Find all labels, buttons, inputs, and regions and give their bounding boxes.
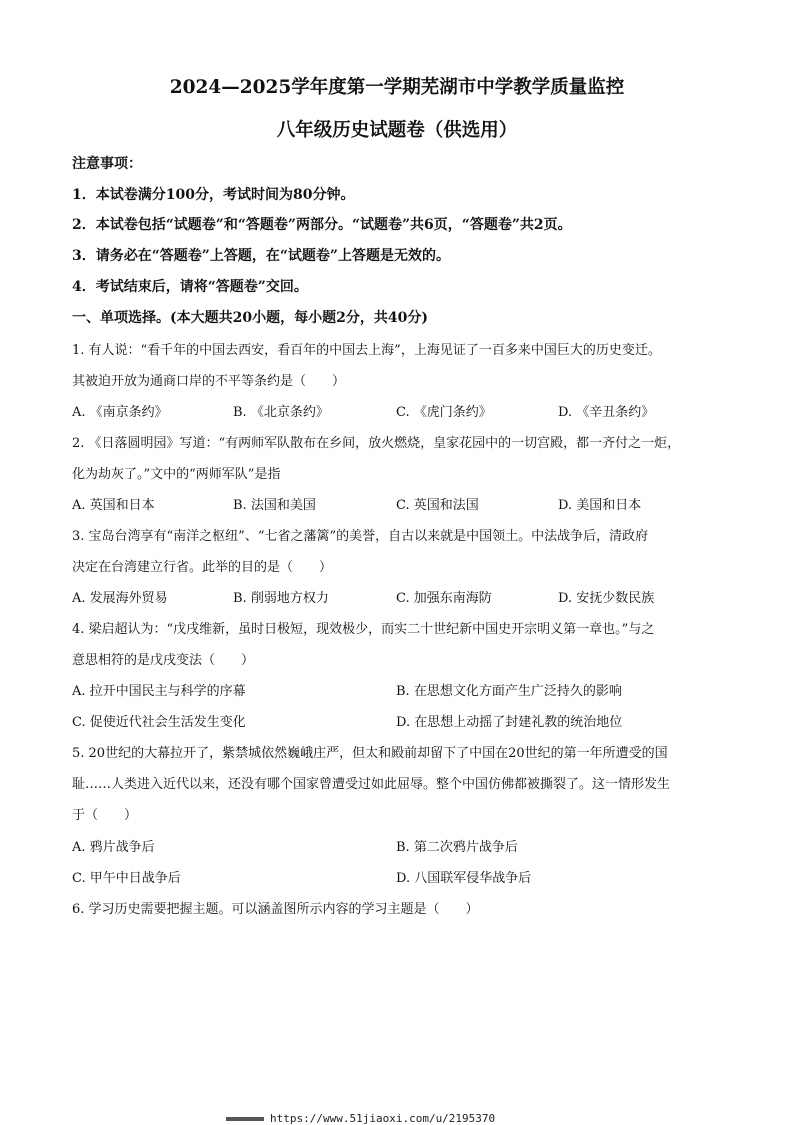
question-4-option-c: C. 促使近代社会生活发生变化 bbox=[72, 715, 246, 730]
question-5-option-c: C. 甲午中日战争后 bbox=[72, 871, 181, 886]
question-5-option-d: D. 八国联军侵华战争后 bbox=[396, 871, 532, 886]
question-4-option-d: D. 在思想上动摇了封建礼教的统治地位 bbox=[396, 715, 623, 730]
question-2-line-2: 化为劫灰了。”文中的“两师军队”是指 bbox=[72, 467, 281, 482]
question-5-option-a: A. 鸦片战争后 bbox=[72, 840, 155, 855]
question-4-option-a: A. 拉开中国民主与科学的序幕 bbox=[72, 684, 246, 699]
question-4-line-2: 意思相符的是戊戌变法（ ） bbox=[72, 653, 255, 668]
question-4-option-b: B. 在思想文化方面产生广泛持久的影响 bbox=[396, 684, 622, 699]
question-2-line-1: 2. 《日落圆明园》写道：“有两师军队散布在乡间，放火燃烧，皇家花园中的一切宫殿，都一齐付之一炬， bbox=[72, 436, 681, 451]
question-1-option-d: D. 《辛丑条约》 bbox=[558, 405, 655, 420]
question-6-line-1: 6. 学习历史需要把握主题。可以涵盖图所示内容的学习主题是（ ） bbox=[72, 902, 479, 917]
question-5-line-1: 5. 20世纪的大幕拉开了，紫禁城依然巍峨庄严，但太和殿前却留下了中国在20世纪的第一年所遭受的国 bbox=[72, 746, 668, 761]
footer-url[interactable]: https://www.51jiaoxi.com/u/2195370 bbox=[270, 1112, 496, 1125]
question-2-option-b: B. 法国和美国 bbox=[233, 498, 316, 513]
question-3-line-1: 3. 宝岛台湾享有“南洋之枢纽”、“七省之藩篱”的美誉，自古以来就是中国领土。中法战争后，清政府 bbox=[72, 529, 649, 544]
question-5-line-2: 耻……人类进入近代以来，还没有哪个国家曾遭受过如此屈辱。整个中国仿佛都被撕裂了。这一情形发生 bbox=[72, 777, 671, 792]
question-3-option-d: D. 安抚少数民族 bbox=[558, 591, 655, 606]
question-3-option-b: B. 削弱地方权力 bbox=[233, 591, 329, 606]
notice-item-2: 2．本试卷包括“试题卷”和“答题卷”两部分。“试题卷”共6页，“答题卷”共2页。 bbox=[72, 217, 572, 233]
question-1-line-1: 1. 有人说：“看千年的中国去西安，看百年的中国去上海”，上海见证了一百多来中国巨大的历史变迁。 bbox=[72, 343, 661, 358]
question-1-option-c: C. 《虎门条约》 bbox=[396, 405, 492, 420]
question-2-option-a: A. 英国和日本 bbox=[72, 498, 155, 513]
question-2-option-c: C. 英国和法国 bbox=[396, 498, 479, 513]
notice-item-1: 1．本试卷满分100分，考试时间为80分钟。 bbox=[72, 187, 355, 203]
notice-item-3: 3．请务必在“答题卷”上答题，在“试题卷”上答题是无效的。 bbox=[72, 248, 450, 264]
question-3-line-2: 决定在台湾建立行省。此举的目的是（ ） bbox=[72, 560, 333, 575]
notice-heading: 注意事项： bbox=[72, 156, 142, 172]
question-4-line-1: 4. 梁启超认为：“戊戌维新，虽时日极短，现效极少，而实二十世纪新中国史开宗明义第一章也。”与之 bbox=[72, 622, 655, 637]
question-3-option-c: C. 加强东南海防 bbox=[396, 591, 492, 606]
watermark-logo-icon bbox=[226, 1117, 264, 1121]
question-1-line-2: 其被迫开放为通商口岸的不平等条约是（ ） bbox=[72, 374, 346, 389]
question-5-line-3: 于（ ） bbox=[72, 808, 138, 823]
exam-title: 2024—2025学年度第一学期芜湖市中学教学质量监控 bbox=[169, 77, 625, 98]
question-3-option-a: A. 发展海外贸易 bbox=[72, 591, 168, 606]
exam-subtitle: 八年级历史试题卷（供选用） bbox=[276, 120, 518, 141]
notice-item-4: 4．考试结束后，请将“答题卷”交回。 bbox=[72, 279, 308, 295]
question-2-option-d: D. 美国和日本 bbox=[558, 498, 642, 513]
question-1-option-b: B. 《北京条约》 bbox=[233, 405, 329, 420]
question-5-option-b: B. 第二次鸦片战争后 bbox=[396, 840, 518, 855]
question-1-option-a: A. 《南京条约》 bbox=[72, 405, 168, 420]
footer-watermark bbox=[226, 1112, 495, 1125]
section-title: 一、单项选择。(本大题共20小题，每小题2分，共40分) bbox=[72, 310, 428, 326]
